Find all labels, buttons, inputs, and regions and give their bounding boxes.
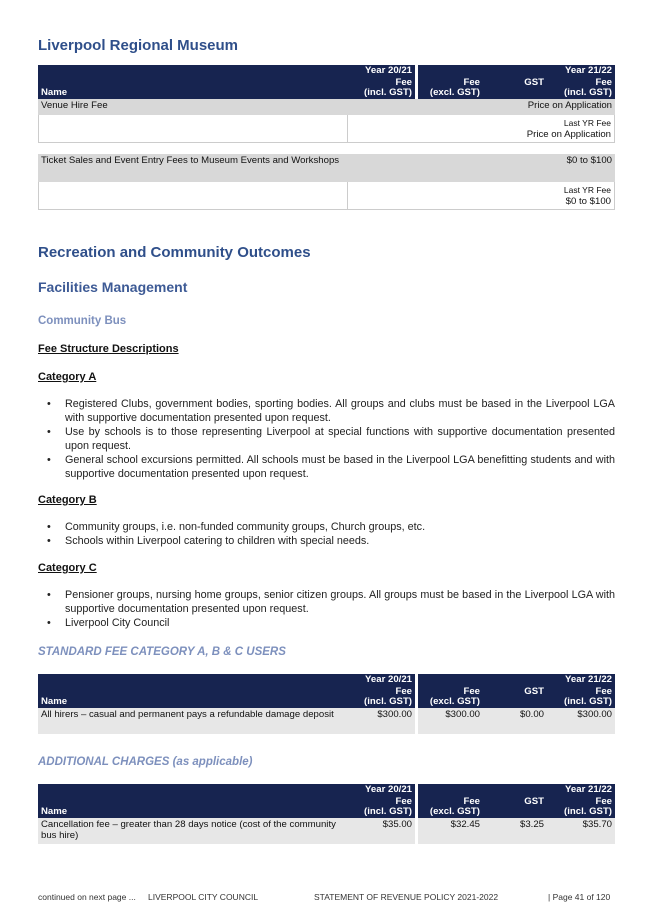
section-title-facilities: Facilities Management xyxy=(38,279,188,295)
category-b-title: Category B xyxy=(38,494,97,506)
row-name: All hirers – casual and permanent pays a refundable damage deposit xyxy=(38,708,347,734)
table-header-row xyxy=(38,65,615,77)
standard-fee-heading: STANDARD FEE CATEGORY A, B & C USERS xyxy=(38,646,286,658)
row-value: $0 to $100 xyxy=(347,154,615,182)
last-year-cell: Last YR Fee Price on Application xyxy=(347,115,615,143)
col-header-fee-incl-2: Fee (incl. GST) xyxy=(547,796,615,818)
category-a-list xyxy=(38,397,615,481)
row-name: Cancellation fee – greater than 28 days notice (cost of the community bus hire) xyxy=(38,818,347,844)
col-header-name: Name xyxy=(38,65,347,99)
cell-gst: $3.25 xyxy=(483,818,547,844)
col-header-gst: GST xyxy=(483,796,547,818)
table-row xyxy=(38,154,615,182)
list-item: • Registered Clubs, government bodies, sporting bodies. All groups and clubs must be based in the Liverpool LGA with supportive documentation presented upon request. xyxy=(47,398,615,424)
category-b-list xyxy=(38,520,615,548)
category-a-title: Category A xyxy=(38,371,97,383)
list-item: • General school excursions permitted. All schools must be based in the Liverpool LGA benefitting students and with supportive documentation presented upon request. xyxy=(47,454,615,480)
col-header-fee-excl: Fee (excl. GST) xyxy=(415,77,483,99)
table-header-row xyxy=(38,674,615,686)
col-header-year-curr: Year 21/22 xyxy=(415,65,615,77)
col-header-year-prev: Year 20/21 xyxy=(347,65,415,77)
col-header-year-curr: Year 21/22 xyxy=(415,674,615,686)
last-year-cell: Last YR Fee $0 to $100 xyxy=(347,182,615,210)
footer-page-number: | Page 41 of 120 xyxy=(548,892,611,902)
cell-incl: $300.00 xyxy=(547,708,615,734)
col-header-year-prev: Year 20/21 xyxy=(347,784,415,796)
list-item: • Liverpool City Council xyxy=(47,617,170,629)
cell-incl: $35.70 xyxy=(547,818,615,844)
cell-gst: $0.00 xyxy=(483,708,547,734)
category-c-title: Category C xyxy=(38,562,97,574)
footer-council: LIVERPOOL CITY COUNCIL xyxy=(148,892,259,902)
col-header-name: Name xyxy=(38,674,347,708)
col-header-name: Name xyxy=(38,784,347,818)
section-title-museum: Liverpool Regional Museum xyxy=(38,37,239,54)
col-header-fee-incl: Fee (incl. GST) xyxy=(347,796,415,818)
row-name: Ticket Sales and Event Entry Fees to Museum Events and Workshops xyxy=(38,154,347,182)
category-c-list xyxy=(38,588,615,630)
museum-fee-table xyxy=(38,65,615,210)
cell-prev: $300.00 xyxy=(347,708,415,734)
col-header-fee-incl: Fee (incl. GST) xyxy=(347,686,415,708)
table-row-last-year xyxy=(38,115,615,143)
col-header-fee-incl: Fee (incl. GST) xyxy=(347,77,415,99)
col-header-fee-incl-2: Fee (incl. GST) xyxy=(547,77,615,99)
list-item: • Pensioner groups, nursing home groups, senior citizen groups. All groups must be based in the Liverpool LGA with supportive documentation presented upon request. xyxy=(47,589,615,615)
col-header-fee-excl: Fee (excl. GST) xyxy=(415,796,483,818)
footer-statement: STATEMENT OF REVENUE POLICY 2021-2022 xyxy=(314,892,499,902)
col-header-gst: GST xyxy=(483,77,547,99)
table-header-row xyxy=(38,784,615,796)
section-title-bus: Community Bus xyxy=(38,315,127,327)
table-row xyxy=(38,818,615,844)
table-row xyxy=(38,99,615,115)
col-header-gst: GST xyxy=(483,686,547,708)
additional-charges-table xyxy=(38,784,615,844)
list-item: • Use by schools is to those representing Liverpool at special functions with supportive documentation presented upon request. xyxy=(47,426,615,452)
footer-continued: continued on next page ... xyxy=(38,892,136,902)
cell-excl: $32.45 xyxy=(415,818,483,844)
list-item: • Schools within Liverpool catering to children with special needs. xyxy=(47,535,370,547)
row-name: Venue Hire Fee xyxy=(38,99,347,115)
col-header-fee-excl: Fee (excl. GST) xyxy=(415,686,483,708)
cell-prev: $35.00 xyxy=(347,818,415,844)
section-title-recreation: Recreation and Community Outcomes xyxy=(38,244,311,261)
row-value: Price on Application xyxy=(347,99,615,115)
col-header-year-curr: Year 21/22 xyxy=(415,784,615,796)
cell-excl: $300.00 xyxy=(415,708,483,734)
additional-charges-heading: ADDITIONAL CHARGES (as applicable) xyxy=(38,756,253,768)
col-header-year-prev: Year 20/21 xyxy=(347,674,415,686)
col-header-fee-incl-2: Fee (incl. GST) xyxy=(547,686,615,708)
fee-structure-heading: Fee Structure Descriptions xyxy=(38,343,179,355)
list-item: • Community groups, i.e. non-funded community groups, Church groups, etc. xyxy=(47,521,426,533)
table-row xyxy=(38,708,615,734)
standard-fee-table xyxy=(38,674,615,734)
table-row-last-year xyxy=(38,182,615,210)
